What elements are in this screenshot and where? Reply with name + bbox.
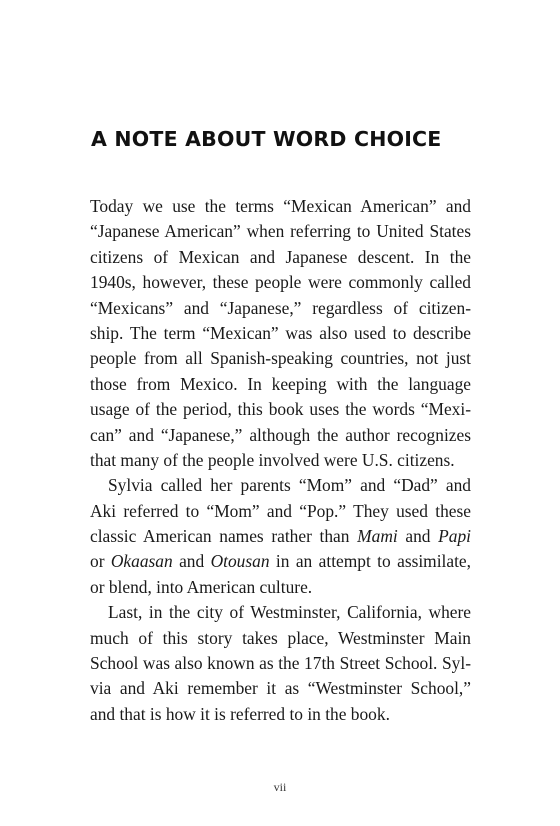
text-line: citizens of Mexican and Japanese descent. In the xyxy=(90,246,471,267)
text-line: can” and “Japanese,” although the author recognizes xyxy=(90,424,471,445)
text-run: or xyxy=(90,551,111,572)
text-line: Last, in the city of Westminster, California, where xyxy=(108,602,471,623)
text-line: ship. The term “Mexican” was also used to describe xyxy=(90,322,471,343)
text-line xyxy=(90,524,471,549)
text-line: School was also known as the 17th Street School. Syl- xyxy=(90,653,471,674)
text-line: “Japanese American” when referring to United States xyxy=(90,221,471,242)
text-line: and that is how it is referred to in the book. xyxy=(90,703,390,724)
text-line: much of this story takes place, Westminster Main xyxy=(90,627,471,648)
text-line: those from Mexico. In keeping with the language xyxy=(90,373,471,394)
text-line: Aki referred to “Mom” and “Pop.” They used these xyxy=(90,500,471,521)
text-line: or blend, into American culture. xyxy=(90,576,313,597)
italic-term: Papi xyxy=(438,526,471,547)
text-line: Sylvia called her parents “Mom” and “Dad” and xyxy=(108,475,471,496)
italic-term: Okaasan xyxy=(110,551,173,572)
text-run: and xyxy=(172,551,211,572)
italic-term: Mami xyxy=(357,526,398,547)
text-line: Today we use the terms “Mexican American” and xyxy=(90,196,471,216)
text-line xyxy=(90,549,471,574)
paragraph-2 xyxy=(90,473,471,600)
text-run: and xyxy=(397,526,439,547)
text-line: usage of the period, this book uses the words “Mexi- xyxy=(90,399,471,420)
chapter-heading: A NOTE ABOUT WORD CHOICE xyxy=(91,127,442,151)
page-number: vii xyxy=(273,780,287,794)
text-line: 1940s, however, these people were commonly called xyxy=(90,272,471,293)
paragraph-3 xyxy=(90,600,471,727)
italic-term: Otousan xyxy=(210,551,270,572)
text-run: classic American names rather than xyxy=(90,526,358,547)
text-line: people from all Spanish-speaking countries, not just xyxy=(90,348,471,369)
body-text xyxy=(90,194,471,727)
text-run: in an attempt to assimilate, xyxy=(269,551,471,572)
paragraph-1 xyxy=(90,194,471,473)
text-line: via and Aki remember it as “Westminster School,” xyxy=(90,678,471,699)
text-line: “Mexicans” and “Japanese,” regardless of citizen- xyxy=(90,297,471,318)
text-line: that many of the people involved were U.S. citizens. xyxy=(90,449,455,470)
